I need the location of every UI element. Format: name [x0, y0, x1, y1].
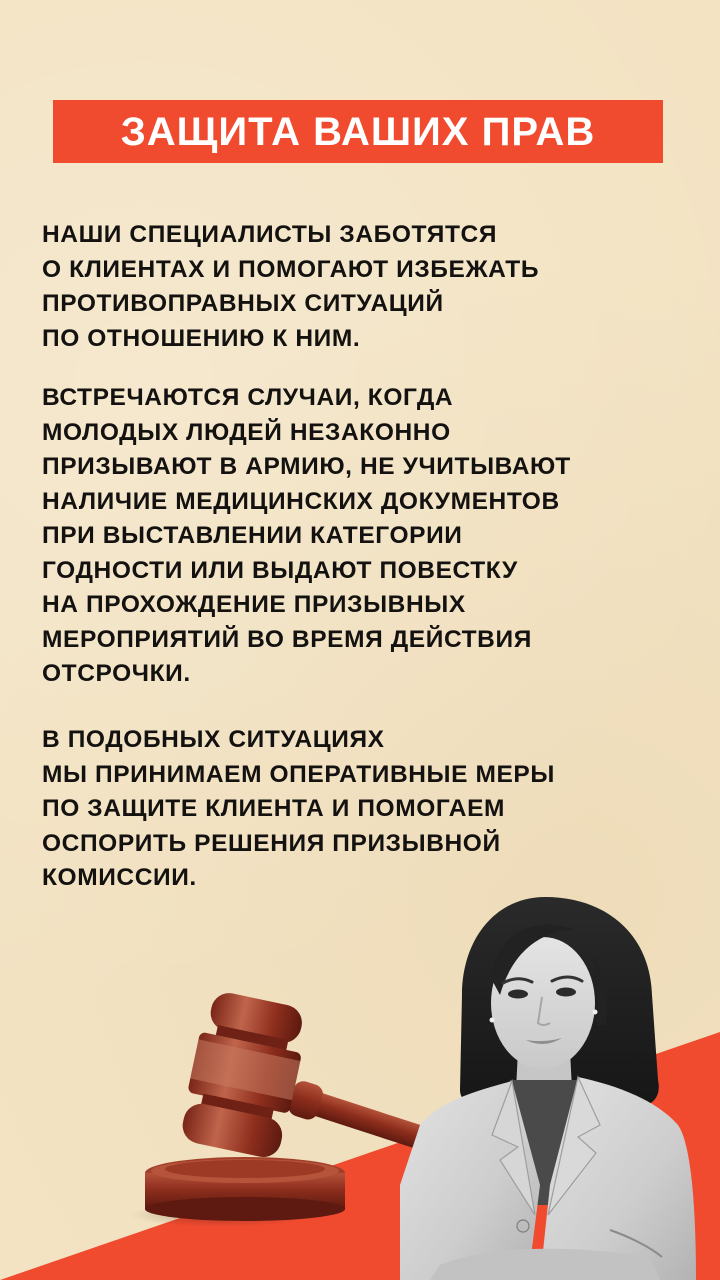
- gavel-icon: [120, 975, 440, 1235]
- paragraph-cases: [42, 381, 571, 692]
- text-line: МЕРОПРИЯТИЙ ВО ВРЕМЯ ДЕЙСТВИЯ: [42, 625, 532, 653]
- text-line: ВСТРЕЧАЮТСЯ СЛУЧАИ, КОГДА: [42, 384, 454, 411]
- text-line: ОСПОРИТЬ РЕШЕНИЯ ПРИЗЫВНОЙ: [42, 829, 501, 857]
- text-line: НА ПРОХОЖДЕНИЕ ПРИЗЫВНЫХ: [42, 591, 466, 618]
- text-line: КОМИССИИ.: [42, 864, 197, 891]
- text-line: ОТСРОЧКИ.: [42, 660, 191, 687]
- text-line: МЫ ПРИНИМАЕМ ОПЕРАТИВНЫЕ МЕРЫ: [42, 760, 555, 788]
- text-line: ПО ОТНОШЕНИЮ К НИМ.: [42, 324, 361, 352]
- text-line: В ПОДОБНЫХ СИТУАЦИЯХ: [42, 726, 385, 753]
- title-banner: [53, 100, 663, 163]
- lawyer-portrait: [400, 885, 720, 1280]
- text-line: НАШИ СПЕЦИАЛИСТЫ ЗАБОТЯТСЯ: [42, 221, 498, 248]
- text-line: ГОДНОСТИ ИЛИ ВЫДАЮТ ПОВЕСТКУ: [42, 556, 518, 584]
- page-title: ЗАЩИТА ВАШИХ ПРАВ: [120, 109, 596, 154]
- text-line: МОЛОДЫХ ЛЮДЕЙ НЕЗАКОННО: [42, 418, 451, 446]
- text-line: ПРОТИВОПРАВНЫХ СИТУАЦИЙ: [42, 290, 444, 317]
- paragraph-intro: [42, 218, 539, 356]
- text-line: О КЛИЕНТАХ И ПОМОГАЮТ ИЗБЕЖАТЬ: [42, 255, 540, 283]
- text-line: НАЛИЧИЕ МЕДИЦИНСКИХ ДОКУМЕНТОВ: [42, 487, 560, 515]
- paragraph-measures: [42, 723, 555, 896]
- text-line: ПРИЗЫВАЮТ В АРМИЮ, НЕ УЧИТЫВАЮТ: [42, 453, 571, 480]
- text-line: ПО ЗАЩИТЕ КЛИЕНТА И ПОМОГАЕМ: [42, 795, 506, 822]
- text-line: ПРИ ВЫСТАВЛЕНИИ КАТЕГОРИИ: [42, 522, 463, 549]
